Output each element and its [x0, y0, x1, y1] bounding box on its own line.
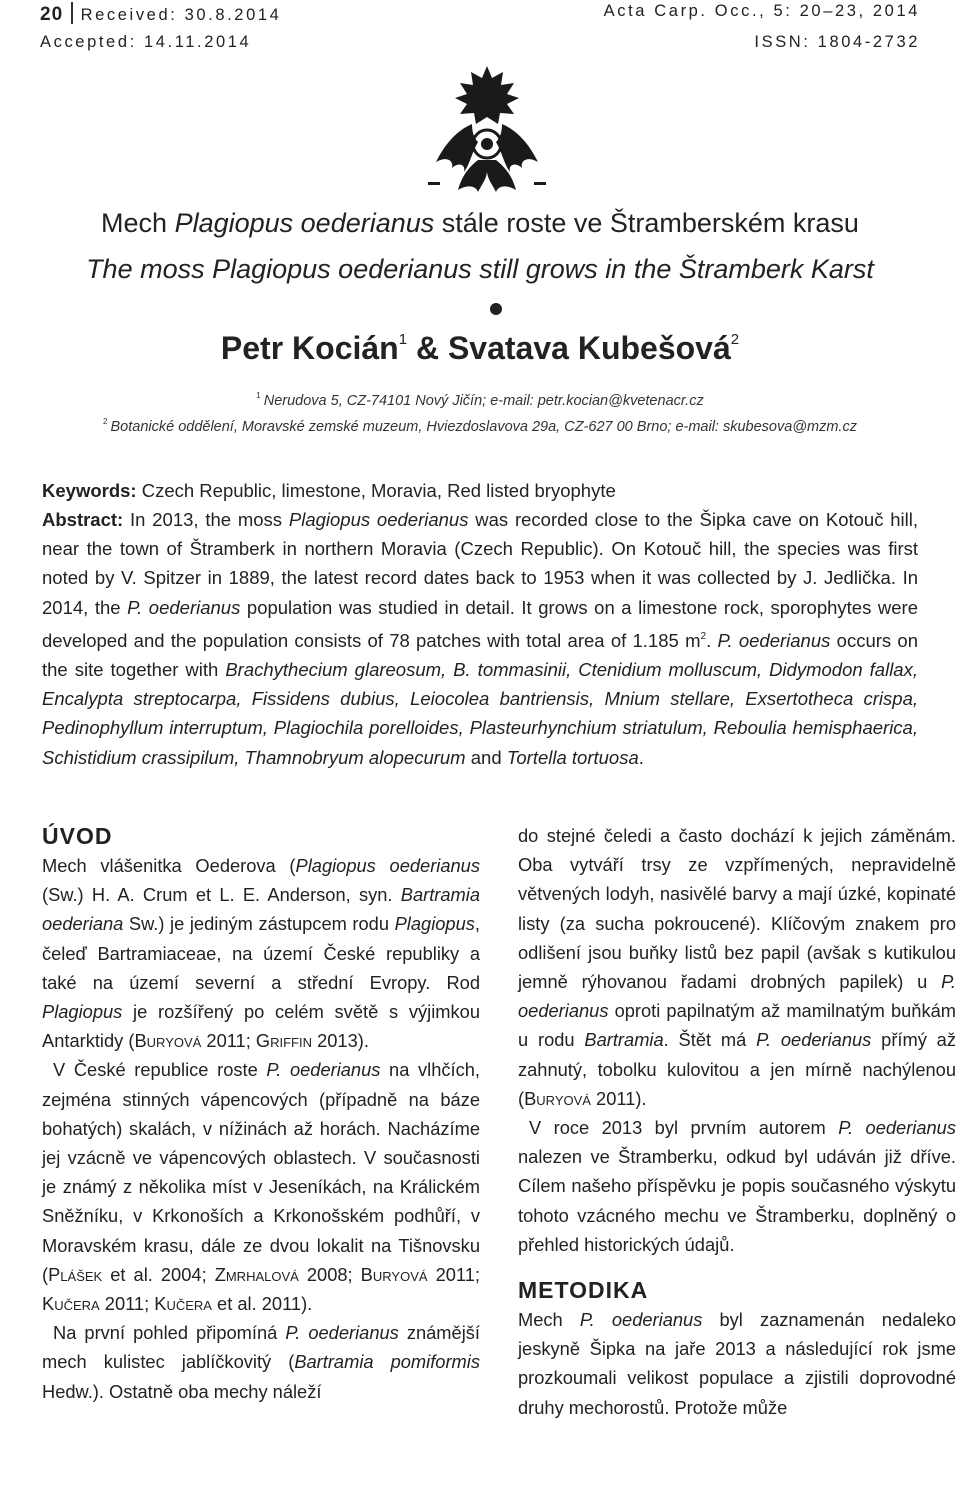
received-date: Received: 30.8.2014: [80, 6, 282, 24]
header-left-1: [40, 2, 281, 26]
title-separator-dot: [490, 303, 502, 315]
journal-citation: Acta Carp. Occ., 5: 20–23, 2014: [603, 2, 920, 20]
title-english: The moss Plagiopus oederianus still grows in the Štramberk Karst: [86, 254, 874, 284]
section-gap: [518, 1259, 956, 1275]
keywords: Keywords: Czech Republic, limestone, Moravia, Red listed bryophyte: [42, 480, 616, 501]
uvod-paragraph-2: V České republice roste P. oederianus na vlhčích, zejména stinných vápencových (případně na báze bohatých) skalách, v nížinách až horách. Nacházíme jej vzácně ve vápencových oblastech. V současnosti je známý z několika míst v Jeseníkách, na Králickém Sněžníku, v Krkonoších a Krkonošském podhůří, v Moravském krasu, dále ze dvou lokalit na Tišnovsku (Plášek et al. 2004; Zmrhalová 2008; Buryová 2011; Kučera 2011; Kučera et al. 2011).: [42, 1059, 480, 1315]
uvod-paragraph-3-cont: do stejné čeledi a často dochází k jejich záměnám. Oba vytváří trsy ze vzpřímených, nepravidelně větvených lodyh, nasivělé barvy a mají úzké, kopinaté listy (za sucha pokroucené). Klíčovým znakem pro odlišení jsou buňky listů bez papil (avšak s kutikulou jemně rýhovanou řadami drobných papilek) u P. oederianus oproti papilnatým až mamilnatým buňkám u rodu Bartramia. Štět má P. oederianus přímý až zahnutý, tobolku kulovitou a jen mírně nachýlenou (Buryová 2011).: [518, 825, 956, 1109]
metodika-paragraph-1: Mech P. oederianus byl zaznamenán nedaleko jeskyně Šipka na jaře 2013 a následující rok jsme prozkoumali velikost populace a zjistili doprovodné druhy mechorostů. Protože může: [518, 1309, 956, 1418]
column-left: [42, 821, 480, 1406]
thistle-emblem-icon: [428, 64, 546, 194]
uvod-paragraph-3-start: Na první pohled připomíná P. oederianus známější mech kulistec jablíčkovitý (Bartramia pomiformis Hedw.). Ostatně oba mechy náleží: [42, 1322, 480, 1402]
column-right: [518, 821, 956, 1422]
affiliation-2: $^2$ Botanické oddělení, Moravské zemské muzeum, Hviezdoslavova 29a, CZ-627 00 Brno; e-mail: skubesova@mzm.cz: [103, 417, 857, 435]
title-czech: Mech Plagiopus oederianus stále roste ve Štramberském krasu: [101, 208, 859, 238]
accepted-date: Accepted: 14.11.2014: [40, 33, 252, 51]
header-row-1: [40, 2, 920, 28]
uvod-paragraph-4: V roce 2013 byl prvním autorem P. oederianus nalezen ve Štramberku, odkud byl udáván již dříve. Cílem našeho příspěvku je popis současného výskytu tohoto vzácného mechu ve Štramberku, doplněný o přehled historických údajů.: [518, 1117, 956, 1255]
affiliation-1: $^1$ Nerudova 5, CZ-74101 Nový Jičín; e-mail: petr.kocian@kvetenacr.cz: [256, 391, 704, 409]
page-number: 20: [40, 4, 64, 25]
issn: ISSN: 1804-2732: [754, 33, 920, 51]
authors: Petr Kocián$^1$ & Svatava Kubešová$^2$: [220, 330, 740, 366]
header-row-2: [40, 33, 920, 55]
abstract: Abstract: In 2013, the moss Plagiopus oederianus was recorded close to the Šipka cave on Kotouč hill, near the town of Štramberk in northern Moravia (Czech Republic). On Kotouč hill, the species was first noted by V. Spitzer in 1889, the latest record dates back to 1953 when it was collected by J. Jedlička. In 2014, the P. oederianus population was studied in detail. It grows on a limestone rock, sporophytes were developed and the population consists of 78 patches with total area of 1.185 $m^2$. P. oederianus occurs on the site together with Brachythecium glareosum, B. tommasinii, Ctenidium molluscum, Didymodon fallax, Encalypta streptocarpa, Fissidens dubius, Leiocolea bantriensis, Mnium stellare, Exsertotheca crispa, Pedinophyllum interruptum, Plagiochila porelloides, Plasteurhynchium striatulum, Reboulia hemisphaerica, Schistidium crassipilum, Thamnobryum alopecurum and Tortella tortuosa.: [42, 509, 919, 768]
uvod-paragraph-1: Mech vlášenitka Oederova (Plagiopus oederianus (Sw.) H. A. Crum et L. E. Anderson, syn. Bartramia oederiana Sw.) je jediným zástupcem rodu Plagiopus, čeleď Bartramiaceae, na území České republiky a také na území severní a střední Evropy. Rod Plagiopus je rozšířený po celém světě s výjimkou Antarktidy (Buryová 2011; Griffin 2013).: [42, 855, 480, 1052]
heading-uvod: ÚVOD: [42, 823, 113, 849]
heading-metodika: METODIKA: [518, 1277, 649, 1304]
header-divider: [71, 2, 73, 24]
